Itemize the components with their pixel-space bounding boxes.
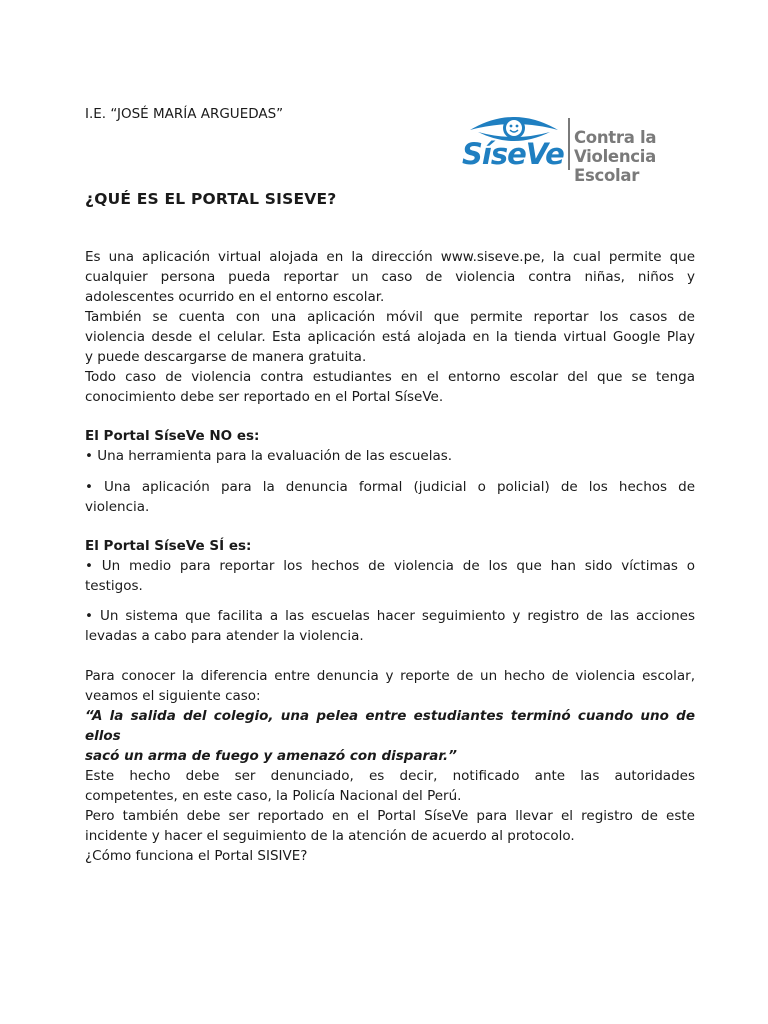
logo-tagline-2: Violencia Escolar — [574, 147, 656, 185]
no-item-2 — [85, 477, 695, 517]
si-item-1-line: testigos. — [85, 578, 143, 594]
case-line: veamos el siguiente caso: — [85, 688, 261, 704]
intro-line: violencia desde el celular. Esta aplicación está alojada en la tienda virtual Google Play — [85, 329, 695, 345]
intro-line: adolescentes ocurrido en el entorno escolar. — [85, 289, 385, 305]
case-quote: “A la salida del colegio, una pelea entre estudiantes terminó cuando uno de ellos — [85, 708, 695, 744]
si-item-1 — [85, 556, 695, 596]
logo-divider — [568, 118, 570, 170]
school-name: I.E. “JOSÉ MARÍA ARGUEDAS” — [85, 106, 284, 122]
intro-paragraph — [85, 247, 695, 407]
case-line: Este hecho debe ser denunciado, es decir, notificado ante las autoridades — [85, 768, 695, 784]
si-item-2-line: • Un sistema que facilita a las escuelas hacer seguimiento y registro de las acciones — [85, 608, 695, 624]
case-line: competentes, en este caso, la Policía Nacional del Perú. — [85, 788, 462, 804]
intro-line: Todo caso de violencia contra estudiantes en el entorno escolar del que se tenga — [85, 369, 695, 385]
case-line: Para conocer la diferencia entre denuncia y reporte de un hecho de violencia escolar, — [85, 668, 695, 684]
intro-line: cualquier persona pueda reportar un caso de violencia contra niñas, niños y — [85, 269, 695, 285]
intro-line: Es una aplicación virtual alojada en la dirección www.siseve.pe, la cual permite que — [85, 249, 695, 265]
intro-line: También se cuenta con una aplicación móvil que permite reportar los casos de — [85, 309, 695, 325]
si-item-1-line: • Un medio para reportar los hechos de violencia de los que han sido víctimas o — [85, 558, 695, 574]
si-item-2 — [85, 606, 695, 646]
si-section-heading: El Portal SíseVe SÍ es: — [85, 538, 252, 554]
si-item-2-line: levadas a cabo para atender la violencia. — [85, 628, 364, 644]
logo-wordmark: SíseVe — [462, 137, 564, 171]
logo-tagline-1: Contra la — [574, 128, 657, 147]
siseve-logo — [462, 112, 712, 185]
closing-question: ¿Cómo funciona el Portal SISIVE? — [85, 848, 308, 864]
page-title: ¿QUÉ ES EL PORTAL SISEVE? — [85, 190, 337, 208]
case-line: incidente y hacer el seguimiento de la atención de acuerdo al protocolo. — [85, 828, 575, 844]
intro-line: conocimiento debe ser reportado en el Portal SíseVe. — [85, 389, 444, 405]
no-item-1: • Una herramienta para la evaluación de las escuelas. — [85, 448, 453, 464]
case-section — [85, 666, 695, 866]
no-item-2-line: • Una aplicación para la denuncia formal (judicial o policial) de los hechos de — [85, 479, 695, 495]
no-section-heading: El Portal SíseVe NO es: — [85, 428, 260, 444]
case-line: Pero también debe ser reportado en el Portal SíseVe para llevar el registro de este — [85, 808, 695, 824]
no-item-2-line: violencia. — [85, 499, 150, 515]
case-quote: sacó un arma de fuego y amenazó con disparar.” — [85, 748, 457, 764]
intro-line: y puede descargarse de manera gratuita. — [85, 349, 367, 365]
